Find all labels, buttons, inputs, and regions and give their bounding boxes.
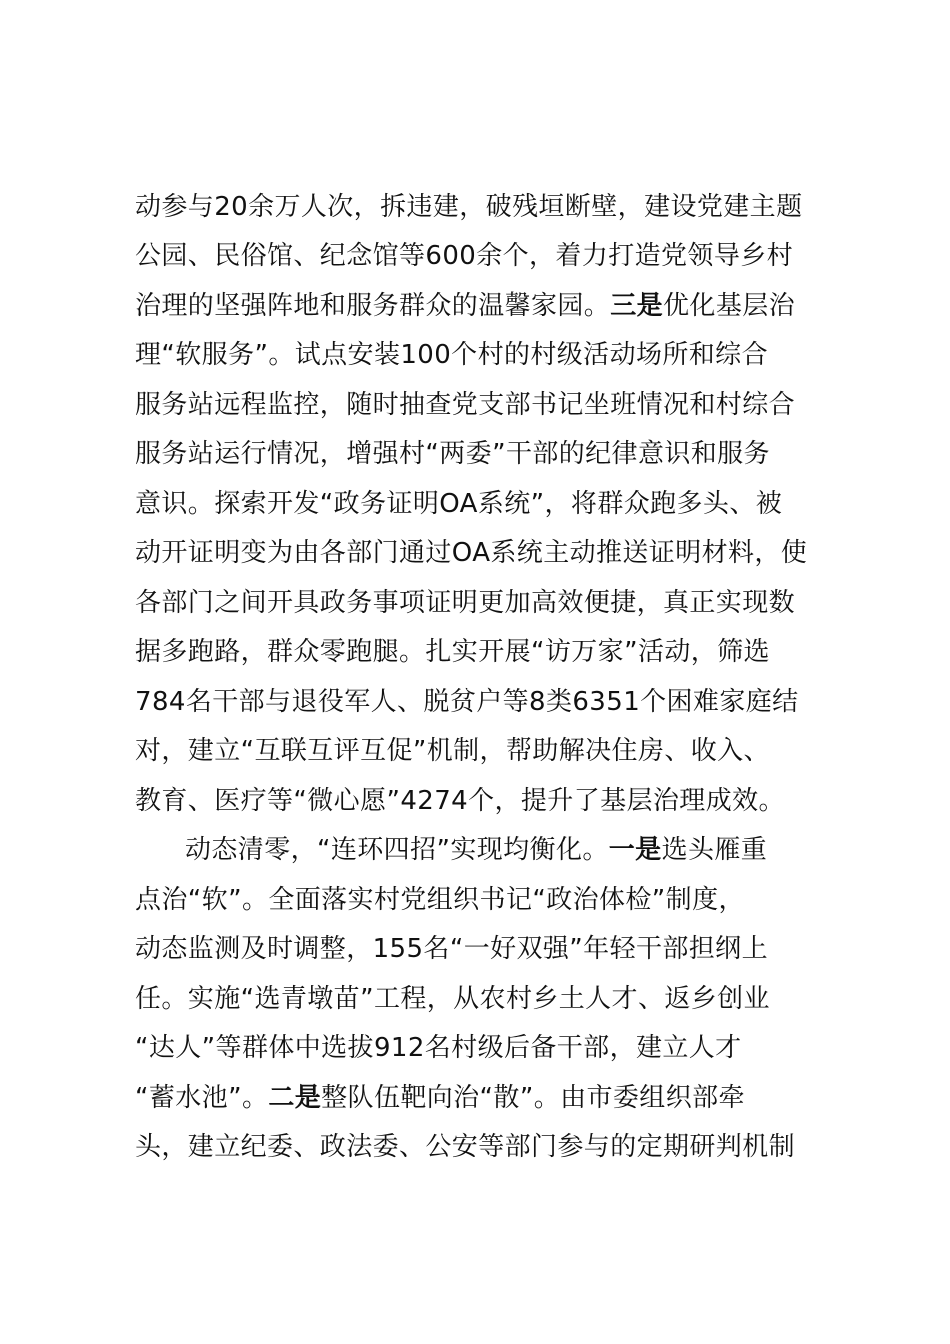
text-line: 服务站远程监控，随时抽查党支部书记坐班情况和村综合 [135, 390, 796, 420]
text-line: 动开证明变为由各部门通过OA系统主动推送证明材料，使 [135, 538, 808, 568]
text-line: 教育、医疗等“微心愿”4274个，提升了基层治理成效。 [135, 786, 785, 816]
text-line: 公园、民俗馆、纪念馆等600余个，着力打造党领导乡村 [135, 241, 794, 271]
text-line: “达人”等群体中选拔912名村级后备干部，建立人才 [135, 1033, 742, 1063]
paragraph-first-line: 动态清零，“连环四招”实现均衡化。一是选头雁重 [185, 835, 768, 865]
text-line: 动态监测及时调整，155名“一好双强”年轻干部担纲上 [135, 934, 768, 964]
text-line: 服务站运行情况，增强村“两委”干部的纪律意识和服务 [135, 439, 770, 469]
text-line: 意识。探索开发“政务证明OA系统”，将群众跑多头、被 [135, 489, 783, 519]
text-line: 理“软服务”。试点安装100个村的村级活动场所和综合 [135, 340, 768, 370]
bold-ordinal: 三是 [610, 291, 664, 321]
text-line: 任。实施“选青墩苗”工程，从农村乡土人才、返乡创业 [135, 984, 770, 1014]
bold-ordinal: 一是 [608, 835, 662, 865]
text-line: 头，建立纪委、政法委、公安等部门参与的定期研判机制 [135, 1132, 796, 1162]
bold-ordinal: 二是 [268, 1083, 322, 1113]
text-line: “蓄水池”。二是整队伍靶向治“散”。由市委组织部牵 [135, 1083, 745, 1113]
text-line: 对，建立“互联互评互促”机制，帮助解决住房、收入、 [135, 736, 770, 766]
text-line: 点治“软”。全面落实村党组织书记“政治体检”制度， [135, 885, 745, 915]
text-line: 据多跑路，群众零跑腿。扎实开展“访万家”活动，筛选 [135, 637, 770, 667]
text-line: 动参与20余万人次，拆违建，破残垣断壁，建设党建主题 [135, 192, 803, 222]
text-line: 治理的坚强阵地和服务群众的温馨家园。三是优化基层治 [135, 291, 796, 321]
text-line: 各部门之间开具政务事项证明更加高效便捷，真正实现数 [135, 588, 796, 618]
text-line: 784名干部与退役军人、脱贫户等8类6351个困难家庭结 [135, 687, 799, 717]
